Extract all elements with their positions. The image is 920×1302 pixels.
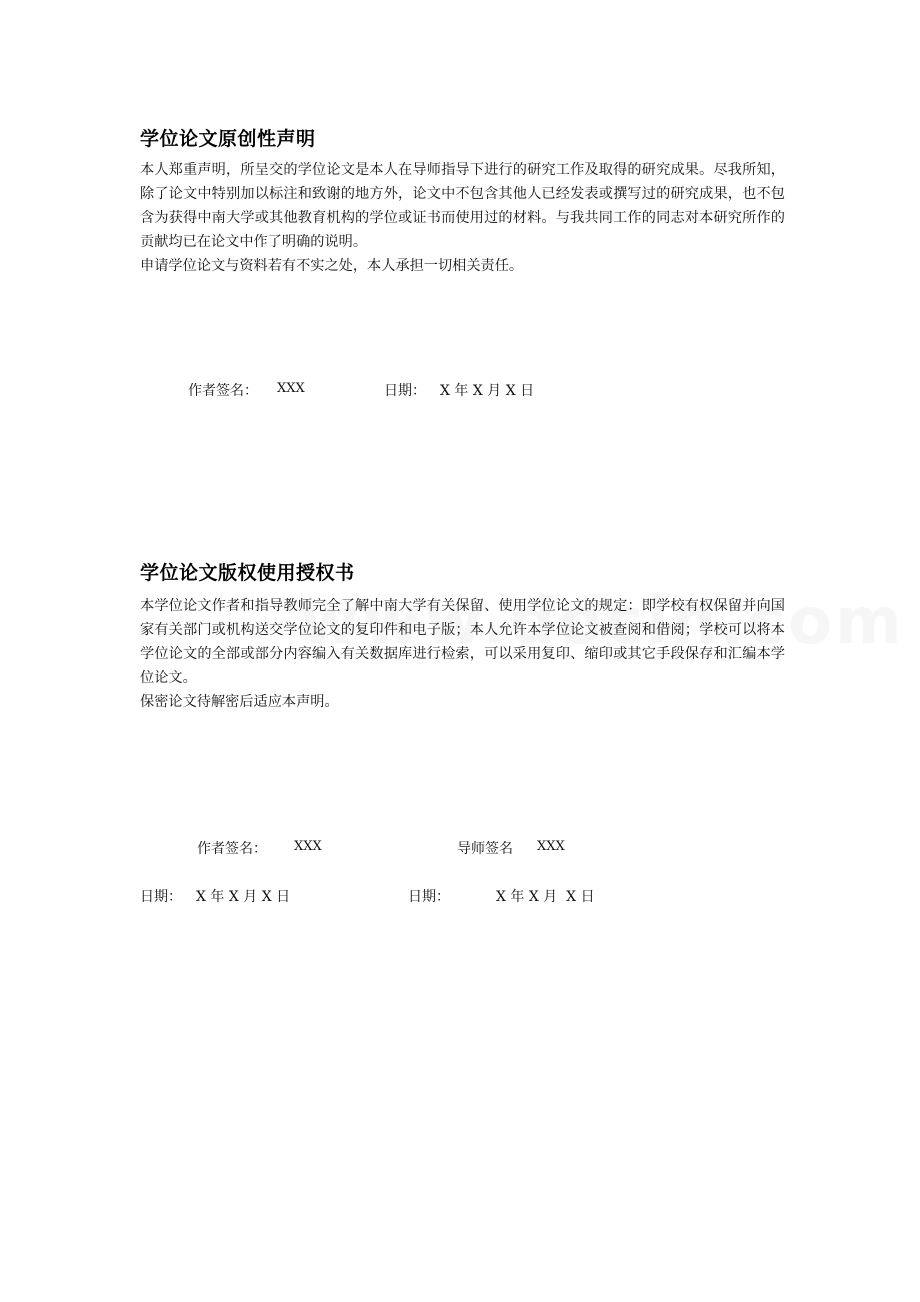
- copyright-body: [140, 594, 785, 714]
- originality-paragraph-1: 本人郑重声明，所呈交的学位论文是本人在导师指导下进行的研究工作及取得的研究成果。尽我所知，除了论文中特别加以标注和致谢的地方外，论文中不包含其他人已经发表或撰写过的研究成果，也不包含为获得中南大学或其他教育机构的学位或证书而使用过的材料。与我共同工作的同志对本研究所作的贡献均已在论文中作了明确的说明。: [140, 162, 785, 250]
- originality-paragraph-2: 申请学位论文与资料若有不实之处，本人承担一切相关责任。: [140, 258, 524, 274]
- copyright-paragraph-1: 本学位论文作者和指导教师完全了解中南大学有关保留、使用学位论文的规定：即学校有权保留并向国家有关部门或机构送交学位论文的复印件和电子版；本人允许本学位论文被查阅和借阅；学校可以将本学位论文的全部或部分内容编入有关数据库进行检索，可以采用复印、缩印或其它手段保存和汇编本学位论文。: [140, 598, 785, 686]
- originality-date-label: 日期：: [384, 383, 426, 399]
- originality-author-value: XXX: [277, 381, 305, 396]
- originality-date-value: X 年 X 月 X 日: [440, 383, 535, 399]
- copyright-advisor-value: XXX: [537, 839, 565, 854]
- copyright-date2-value: X 年 X 月 X 日: [496, 889, 595, 905]
- copyright-date1-label: 日期：: [140, 889, 182, 905]
- copyright-author-label: 作者签名：: [197, 841, 267, 857]
- copyright-paragraph-2: 保密论文待解密后适应本声明。: [140, 694, 339, 710]
- copyright-date2-label: 日期：: [408, 889, 450, 905]
- originality-title: 学位论文原创性声明: [140, 128, 316, 150]
- originality-author-label: 作者签名：: [188, 383, 258, 399]
- copyright-author-value: XXX: [294, 839, 322, 854]
- copyright-title: 学位论文版权使用授权书: [140, 562, 355, 584]
- originality-body: [140, 158, 785, 278]
- copyright-date1-value: X 年 X 月 X 日: [196, 889, 291, 905]
- copyright-advisor-label: 导师签名: [457, 841, 513, 857]
